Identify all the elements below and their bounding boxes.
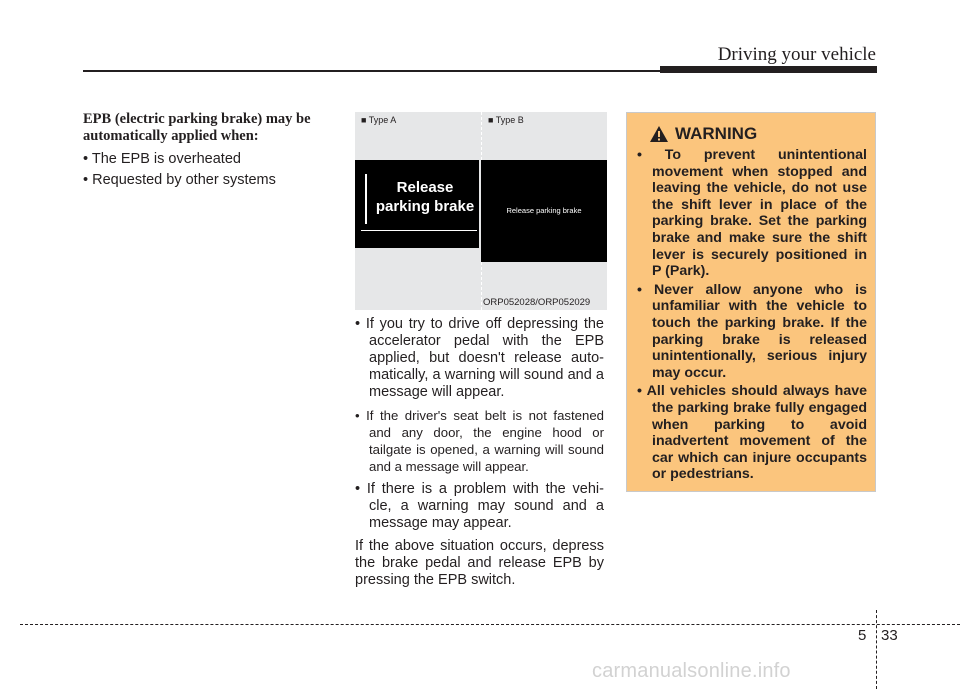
list-item: • To prevent unintentional movement when stopped and leaving the vehicle, do not use the shift lever in place of the parking brake. Set the parking brake and make sure the shift lever is securely positioned in P (Park). [637, 147, 867, 280]
type-a-label: ■ Type A [361, 115, 397, 125]
header-rule-thick [660, 66, 877, 73]
warning-conditions-list [355, 316, 604, 532]
type-b-screen [481, 160, 607, 262]
warning-triangle-icon [649, 125, 669, 143]
type-a-message: Release parking brake [375, 179, 475, 215]
middle-column [355, 316, 604, 589]
list-item: • Requested by other systems [83, 172, 276, 188]
warning-box [626, 112, 876, 492]
list-item: • All vehicles should always have the parking brake fully engaged when parking to avoid inadvertent movement of the car which can injure occupants or pedestrians. [637, 383, 867, 483]
footer-rule [20, 624, 960, 625]
epb-conditions-list [83, 149, 338, 191]
type-a-screen [355, 160, 479, 248]
list-item: • If the driver's seat belt is not fastened and any door, the engine hood or tailgate is opened, a warning will sound and a message will appear. [355, 408, 604, 474]
list-item: • If there is a problem with the vehi-cle, a warning may sound and a message may appear. [355, 481, 604, 531]
warning-title: WARNING [675, 124, 758, 143]
header-rule-thin [83, 70, 663, 72]
section-title: Driving your vehicle [717, 44, 876, 65]
cluster-display-figure [355, 112, 607, 310]
footer-vrule [876, 610, 877, 689]
epb-heading: EPB (electric parking brake) may be automatically applied when: [83, 111, 311, 144]
type-a-rule [361, 230, 477, 231]
warning-header [649, 123, 757, 145]
type-b-message: Release parking brake [506, 206, 582, 215]
left-column [83, 111, 338, 191]
list-item: • If you try to drive off depressing the accelerator pedal with the EPB applied, but doesn't release auto-matically, a warning will sound and a message will appear. [355, 316, 604, 400]
chapter-number: 5 [858, 627, 867, 644]
warning-list [637, 147, 867, 485]
page-number: 33 [881, 627, 898, 644]
list-item: • The EPB is overheated [83, 151, 241, 167]
list-item: • Never allow anyone who is unfamiliar with the vehicle to touch the parking brake. If the parking brake is released unintentionally, serious injury may occur. [637, 281, 867, 381]
type-b-label: ■ Type B [488, 115, 524, 125]
instruction-paragraph: If the above situation occurs, depress the brake pedal and release EPB by pressing the EPB switch. [355, 538, 604, 588]
type-a-bar [365, 174, 367, 224]
figure-code: ORP052028/ORP052029 [483, 297, 591, 308]
watermark: carmanualsonline.info [592, 660, 791, 682]
